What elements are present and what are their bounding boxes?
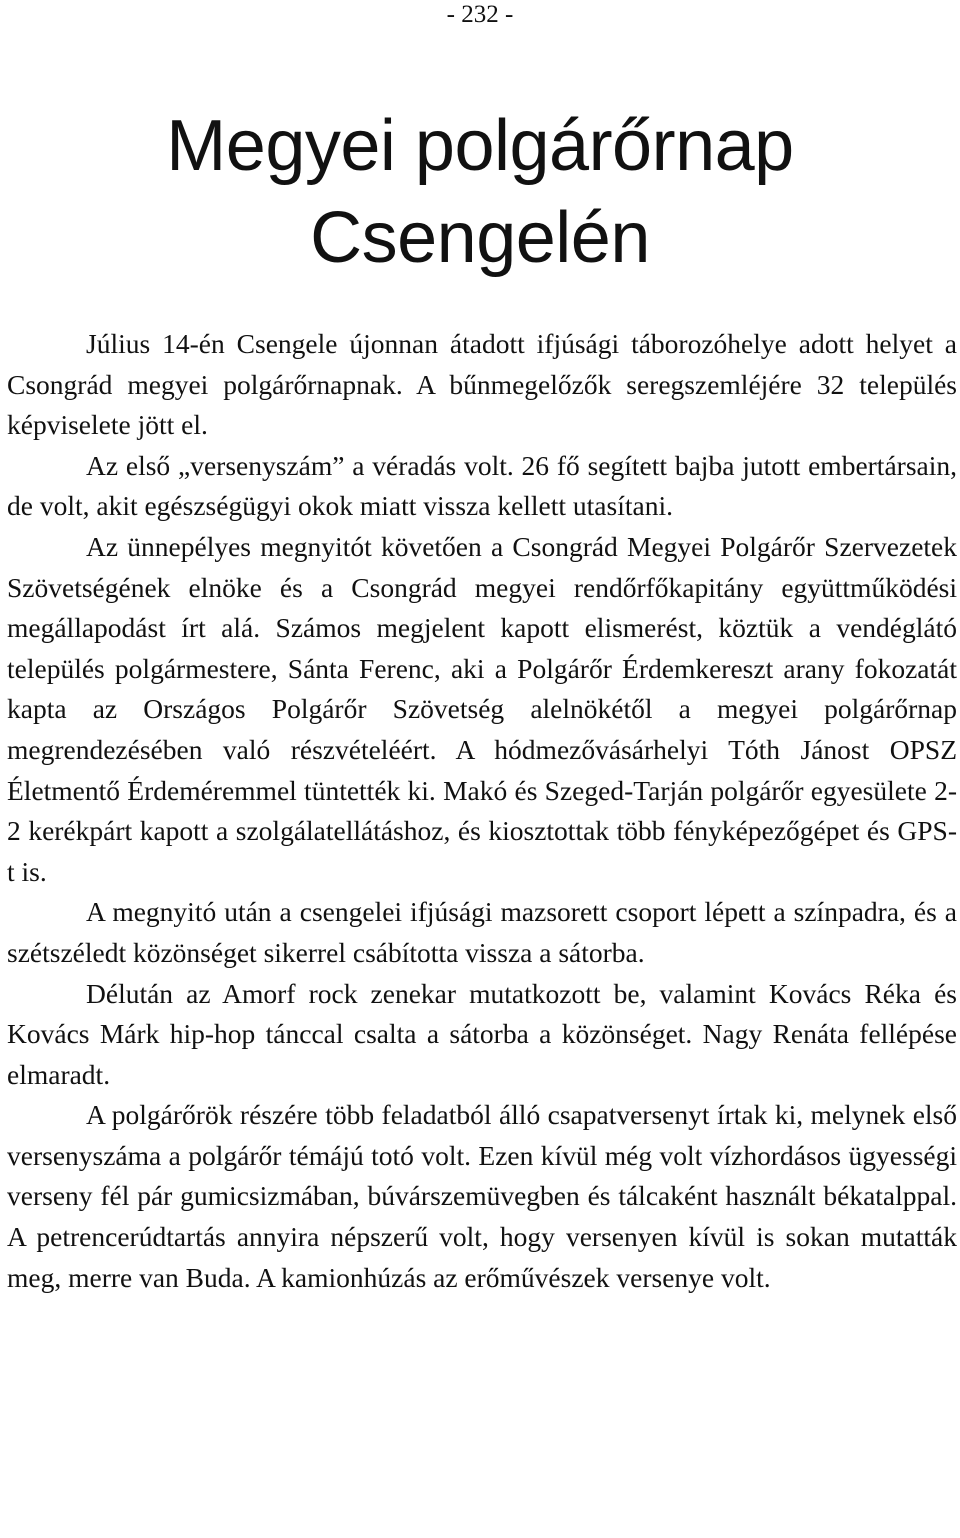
page-number: - 232 - xyxy=(446,1,514,28)
article-body xyxy=(7,324,957,1298)
article-paragraph: A polgárőrök részére több feladatból álló csapatversenyt írtak ki, melynek első versenyszáma a polgárőr témájú totó volt. Ezen kívül még volt vízhordásos ügyességi verseny fél pár gumicsizmában, búvárszemüvegben és tálcaként használt békatalppal. A petrencerúdtartás annyira népszerű volt, hogy versenyen kívül is sokan mutatták meg, merre van Buda. A kamionhúzás az erőművészek versenye volt. xyxy=(7,1099,957,1293)
article-paragraph: Az ünnepélyes megnyitót követően a Csongrád Megyei Polgárőr Szervezetek Szövetségének elnöke és a Csongrád megyei rendőrfőkapitány együttműködési megállapodást írt alá. Számos megjelent kapott elismerést, köztük a vendéglátó település polgármestere, Sánta Ferenc, aki a Polgárőr Érdemkereszt arany fokozatát kapta az Országos Polgárőr Szövetség alelnökétől a megyei polgárőrnap megrendezésében való részvételéért. A hódmezővásárhelyi Tóth Jánost OPSZ Életmentő Érdeméremmel tüntették ki. Makó és Szeged-Tarján polgárőr egyesülete 2-2 kerékpárt kapott a szolgálatellátáshoz, és kiosztottak több fényképezőgépet és GPS-t is. xyxy=(7,530,957,887)
article-paragraph: A megnyitó után a csengelei ifjúsági mazsorett csoport lépett a színpadra, és a szétszéledt közönséget sikerrel csábította vissza a sátorba. xyxy=(7,896,957,968)
article-paragraph: Július 14-én Csengele újonnan átadott ifjúsági táborozóhelye adott helyet a Csongrád megyei polgárőrnapnak. A bűnmegelőzők seregszemléjére 32 település képviselete jött el. xyxy=(7,328,957,441)
article-title-line-1: Megyei polgárőrnap xyxy=(166,106,794,186)
article-paragraph: Az első „versenyszám” a véradás volt. 26 fő segített bajba jutott embertársain, de volt, akit egészségügyi okok miatt vissza kellett utasítani. xyxy=(7,449,957,522)
article-title xyxy=(0,100,960,284)
article-paragraph: Délután az Amorf rock zenekar mutatkozott be, valamint Kovács Réka és Kovács Márk hip-hop tánccal csalta a sátorba a közönséget. Nagy Renáta fellépése elmaradt. xyxy=(7,977,957,1090)
article-title-line-2: Csengelén xyxy=(310,198,650,278)
